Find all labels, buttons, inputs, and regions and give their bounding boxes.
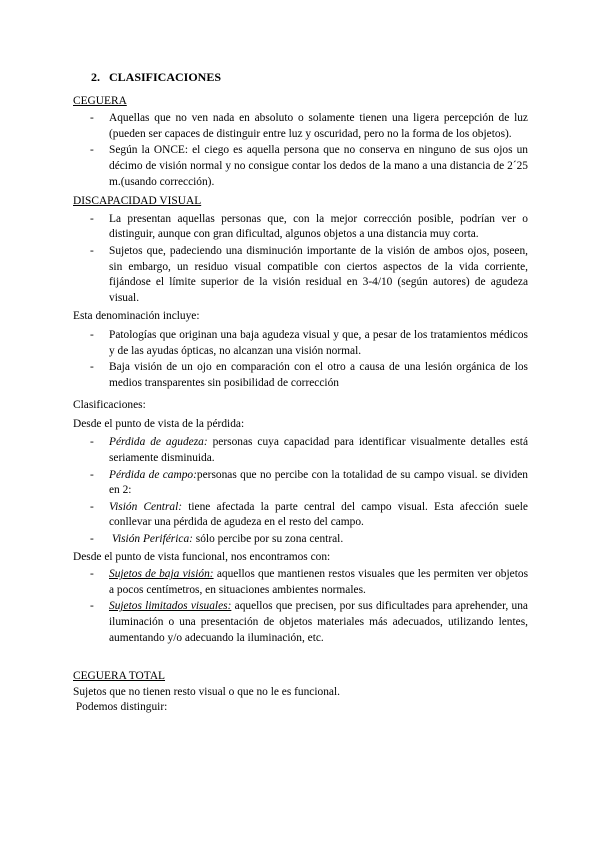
list-item: - Según la ONCE: el ciego es aquella persona que no conserva en ninguno de sus ojos un décimo de visión normal y no consigue contar los dedos de la mano a una distancia de 2´25 m.(usando corrección). <box>90 144 528 188</box>
list-item: - Patologías que originan una baja agudeza visual y que, a pesar de los tratamientos médicos y de las ayudas ópticas, no alcanzan una visión normal. <box>90 328 528 357</box>
clasificaciones-label: Clasificaciones: <box>73 399 146 412</box>
denominacion-text: Esta denominación incluye: <box>73 310 200 323</box>
list-item: - La presentan aquellas personas que, con la mejor corrección posible, podrían ver o distinguir, aunque con gran dificultad, algunos objetos a una distancia muy corta. <box>90 212 528 241</box>
ceguera-total-title: CEGUERA TOTAL <box>73 670 166 683</box>
funcional-list <box>73 567 528 646</box>
list-item: - Aquellas que no ven nada en absoluto o solamente tienen una ligera percepción de luz (pueden ser capaces de distinguir entre luz y oscuridad, pero no la forma de los objetos). <box>90 112 528 140</box>
funcional-intro: Desde el punto de vista funcional, nos encontramos con: <box>73 550 331 563</box>
list-item: - Baja visión de un ojo en comparación con el otro a causa de una lesión orgánica de los medios transparentes sin posibilidad de corrección <box>90 361 528 389</box>
incluye-list <box>73 328 528 391</box>
section-heading <box>91 70 528 86</box>
list-item: - Sujetos limitados visuales: aquellos que precisen, por sus dificultades para aprehender, una iluminación o una presentación de objetos materiales más adecuados, utilizando lentes, aumentando y/o adecuando la iluminación, etc. <box>90 600 528 644</box>
podemos-distinguir: Podemos distinguir: <box>73 701 168 714</box>
discapacidad-list <box>73 212 528 307</box>
list-item: - Sujetos que, padeciendo una disminución importante de la visión de ambos ojos, poseen, sin embargo, un residuo visual compatible con ciertos aspectos de la vida corriente, fijándose el límite superior de la visión residual en 3-4/10 (según autores) de agudeza visual. <box>90 244 528 304</box>
list-item: - Pérdida de agudeza: personas cuya capacidad para identificar visualmente detalles está seriamente disminuida. <box>90 436 528 465</box>
perdida-intro: Desde el punto de vista de la pérdida: <box>73 417 245 430</box>
heading-number: 2. <box>91 70 100 84</box>
document-page <box>73 70 528 716</box>
ceguera-list <box>73 111 528 190</box>
discapacidad-title: DISCAPACIDAD VISUAL <box>73 195 202 208</box>
list-item: - Sujetos de baja visión: aquellos que mantienen restos visuales que les permiten ver objetos a pocos centímetros, en situaciones ambientes normales. <box>90 568 528 596</box>
list-item: - Visión Central: tiene afectada la parte central del campo visual. Esta afección suele conllevar una pérdida de agudeza en el resto del campo. <box>90 500 528 529</box>
ceguera-total-text: Sujetos que no tienen resto visual o que no le es funcional. <box>73 685 340 698</box>
heading-title: CLASIFICACIONES <box>109 70 222 84</box>
perdida-list <box>73 435 528 547</box>
list-item: - Pérdida de campo:personas que no percibe con la totalidad de su campo visual. se dividen en 2: <box>90 468 528 497</box>
ceguera-title: CEGUERA <box>73 94 127 107</box>
list-item: - Visión Periférica: sólo percibe por su zona central. <box>90 533 344 546</box>
